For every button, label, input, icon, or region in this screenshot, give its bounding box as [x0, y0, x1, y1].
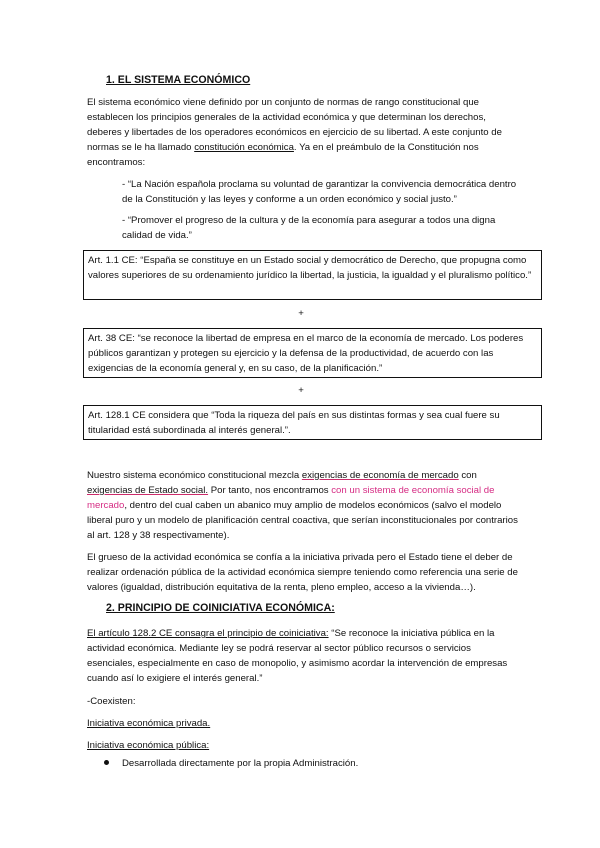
article-128-1-box: Art. 128.1 CE considera que “Toda la riqueza del país en sus distintas formas y sea cual fuere su titularidad está subordinada al interés general.”. [83, 405, 542, 440]
preamble-quote-2: - “Promover el progreso de la cultura y de la economía para asegurar a todos una digna calidad de vida.” [122, 215, 496, 241]
section-2-paragraph-1 [87, 626, 519, 686]
plus-sign-2: + [298, 385, 304, 396]
section-1-paragraph-3: El grueso de la actividad económica se confía a la iniciativa privada pero el Estado tiene el deber de realizar ordenación pública de la actividad económica siempre teniendo como referencia una serie de valores (igualdad, distribución equitativa de la renta, pleno empleo, acceso a la vivienda…). [87, 552, 518, 593]
p2-text-a: Nuestro sistema económico constitucional mezcla [87, 470, 302, 481]
economia-mercado-term: exigencias de economía de mercado [301, 470, 459, 481]
section-2-heading: 2. PRINCIPIO DE COINICIATIVA ECONÓMICA: [106, 602, 335, 614]
section-1-intro [87, 95, 519, 170]
p2-text-c: Por tanto, nos encontramos [208, 485, 332, 496]
bullet-item: Desarrollada directamente por la propia Administración. [122, 758, 359, 769]
intro-text-end: . Ya en el preámbulo de la Constitución nos encontramos: [87, 142, 479, 168]
preamble-quote-1: - “La Nación española proclama su voluntad de garantizar la convivencia democrática dentro de la Constitución y las leyes y conforme a un orden económico y social justo.” [122, 179, 517, 205]
coexisten-label: -Coexisten: [87, 696, 136, 707]
article-1-1-box: Art. 1.1 CE: “España se constituye en un Estado social y democrático de Derecho, que propugna como valores superiores de su ordenamiento jurídico la libertad, la justicia, la igualdad y el pluralismo político.” [83, 250, 542, 300]
article-128-2-lead: El artículo 128.2 CE consagra el principio de coiniciativa: [87, 628, 329, 639]
article-128-2-quote: “Se reconoce la iniciativa pública en la actividad económica. Mediante ley se podrá reservar al sector público recursos o servicios esenciales, especialmente en caso de monopolio, y asimismo acordar la intervención de empresas cuando así lo exigiere el interés general.” [87, 628, 508, 684]
economia-social-mercado-highlight: con un sistema de economía social de mercado [87, 485, 495, 511]
bullet-icon [104, 760, 109, 765]
constitucion-economica-term: constitución económica [194, 142, 294, 153]
p2-text-d: , dentro del cual caben un abanico muy amplio de modelos económicos (salvo el modelo liberal puro y un modelo de planificación central coactiva, que serían inconstitucionales por contrarios al art. 128 y 38 respectivamente). [87, 500, 518, 541]
estado-social-term: exigencias de Estado social. [87, 485, 209, 496]
iniciativa-publica-label: Iniciativa económica pública: [87, 740, 210, 751]
iniciativa-privada-label: Iniciativa económica privada. [87, 718, 211, 729]
section-1-paragraph-2 [87, 468, 519, 543]
intro-text: El sistema económico viene definido por un conjunto de normas de rango constitucional que establecen los principios generales de la actividad económica y que determinan los derechos, deberes y libertades de los operadores económicos en ejercicio de su libertad. A este conjunto de normas se le ha llamado [87, 97, 502, 153]
p2-text-b: con [458, 470, 477, 481]
plus-sign-1: + [298, 308, 304, 319]
article-38-box: Art. 38 CE: “se reconoce la libertad de empresa en el marco de la economía de mercado. Los poderes públicos garantizan y protegen su ejercicio y la defensa de la productividad, de acuerdo con las exigencias de la economía general y, en su caso, de la planificación.” [83, 328, 542, 378]
section-1-heading: 1. EL SISTEMA ECONÓMICO [106, 74, 251, 86]
